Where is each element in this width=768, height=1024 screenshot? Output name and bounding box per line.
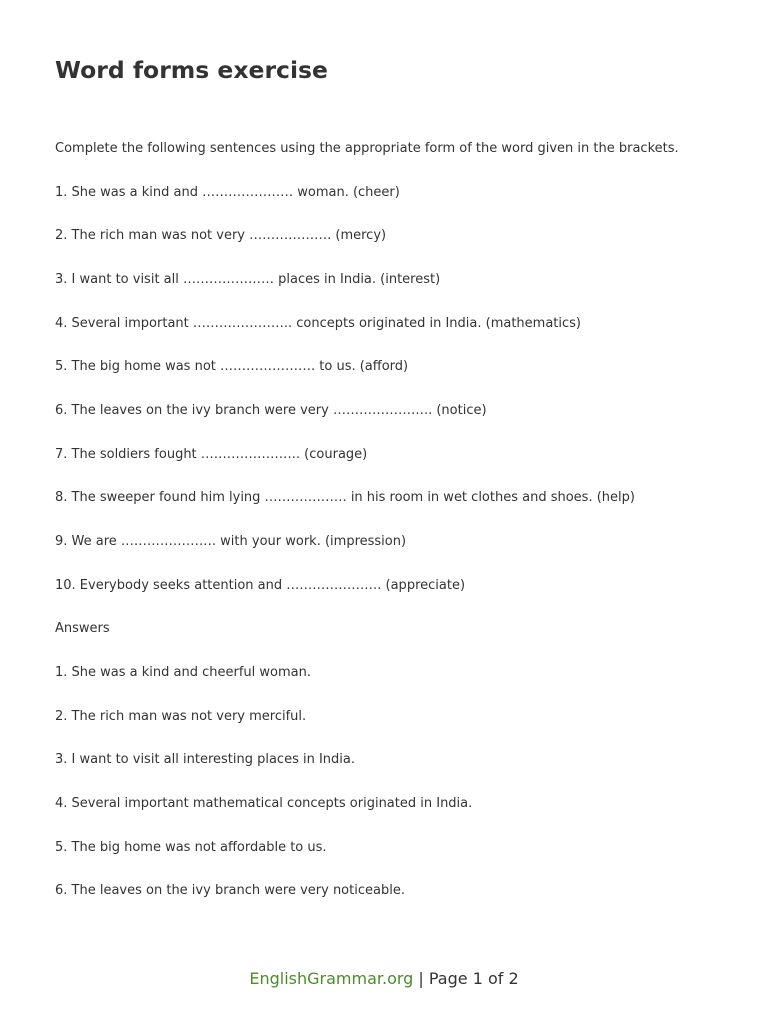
question-7: 7. The soldiers fought ………………….. (courage): [55, 447, 368, 462]
footer-separator: |: [413, 969, 429, 988]
question-3: 3. I want to visit all ………………… places in India. (interest): [55, 272, 441, 287]
answers-heading: Answers: [55, 621, 110, 636]
answer-6: 6. The leaves on the ivy branch were very noticeable.: [55, 883, 405, 898]
answer-2: 2. The rich man was not very merciful.: [55, 709, 307, 724]
page-title: Word forms exercise: [55, 56, 328, 84]
answer-5: 5. The big home was not affordable to us.: [55, 840, 327, 855]
site-link[interactable]: EnglishGrammar.org: [249, 969, 414, 988]
question-8: 8. The sweeper found him lying ………………. in his room in wet clothes and shoes. (help): [55, 490, 635, 505]
page-number: Page 1 of 2: [428, 969, 519, 988]
question-1: 1. She was a kind and ………………… woman. (cheer): [55, 185, 400, 200]
answer-3: 3. I want to visit all interesting places in India.: [55, 752, 356, 767]
page-footer: [0, 968, 768, 990]
question-6: 6. The leaves on the ivy branch were very ………………….. (notice): [55, 403, 487, 418]
question-10: 10. Everybody seeks attention and …………………. (appreciate): [55, 578, 466, 593]
answer-1: 1. She was a kind and cheerful woman.: [55, 665, 311, 680]
answer-4: 4. Several important mathematical concepts originated in India.: [55, 796, 473, 811]
question-2: 2. The rich man was not very ………………. (mercy): [55, 228, 387, 243]
instructions: Complete the following sentences using the appropriate form of the word given in the brackets.: [55, 141, 679, 156]
question-4: 4. Several important ………………….. concepts originated in India. (mathematics): [55, 316, 582, 331]
question-5: 5. The big home was not …………………. to us. (afford): [55, 359, 409, 374]
question-9: 9. We are …………………. with your work. (impression): [55, 534, 407, 549]
